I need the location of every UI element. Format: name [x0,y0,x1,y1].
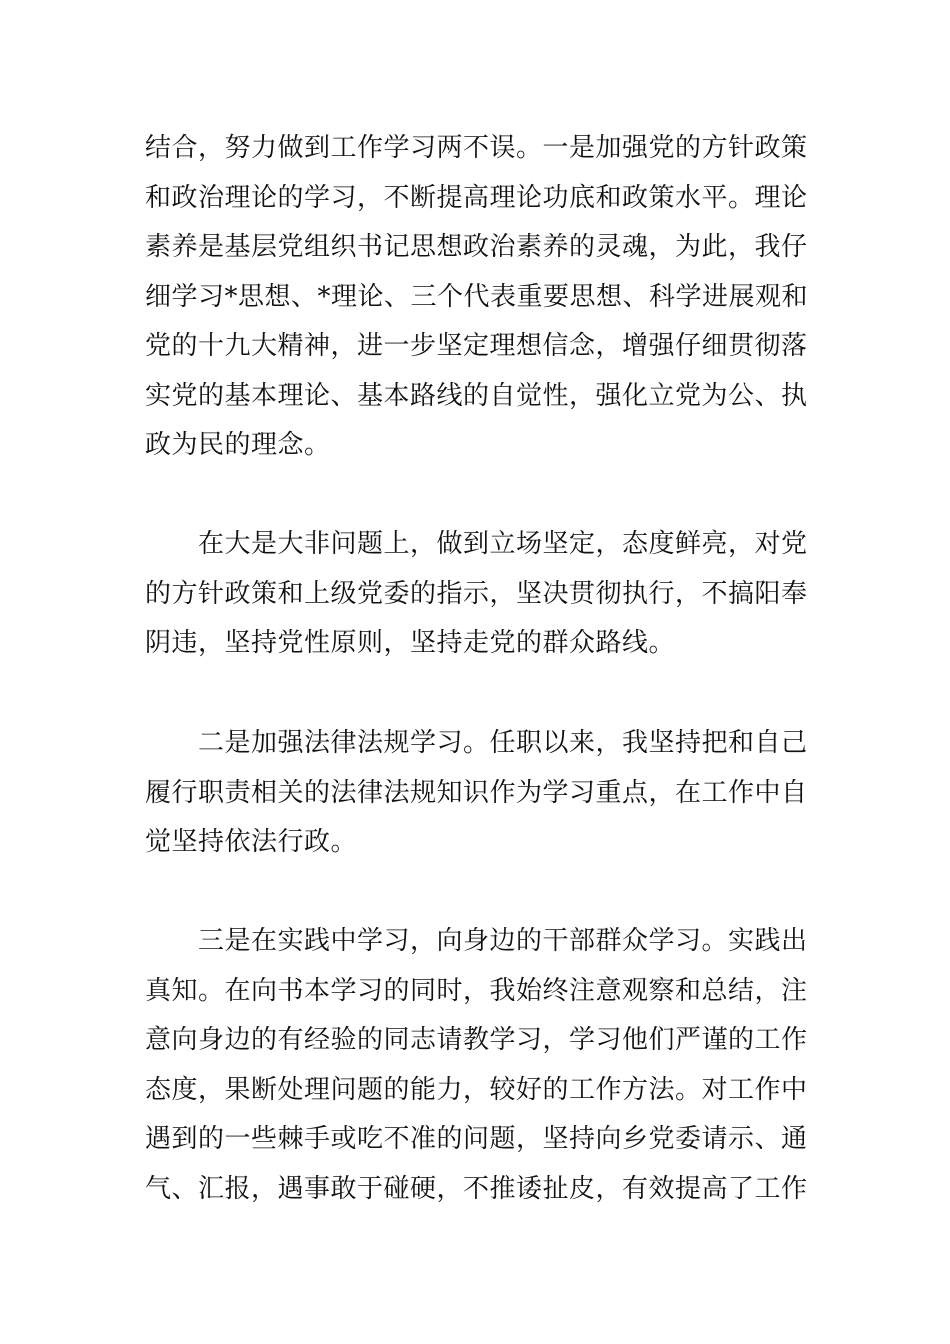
paragraph-3: 二是加强法律法规学习。任职以来，我坚持把和自己 履行职责相关的法律法规知识作为学习重点，在工作中自 觉坚持依法行政。 [145,728,808,857]
paragraph-1: 结合，努力做到工作学习两不误。一是加强党的方针政策 和政治理论的学习，不断提高理论功底和政策水平。理论 素养是基层党组织书记思想政治素养的灵魂，为此，我仔 细学习*思想、*理论、三个代表重要思想、科学进展观和 党的十九大精神，进一步坚定理想信念，增强仔细贯彻落 实党的基本理论、基本路线的自觉性，强化立党为公、执 政为民的理念。 [145,133,809,460]
paragraph-2: 在大是大非问题上，做到立场坚定，态度鲜亮，对党 的方针政策和上级党委的指示，坚决贯彻执行，不搞阳奉 阴违，坚持党性原则，坚持走党的群众路线。 [145,529,808,658]
paragraph-4: 三是在实践中学习，向身边的干部群众学习。实践出 真知。在向书本学习的同时，我始终注意观察和总结，注 意向身边的有经验的同志请教学习，学习他们严谨的工作 态度，果断处理问题的能力，较好的工作方法。对工作中 遇到的一些棘手或吃不准的问题，坚持向乡党委请示、通 气、汇报，遇事敢于碰硬，不推诿扯皮，有效提高了工作 [145,926,808,1204]
